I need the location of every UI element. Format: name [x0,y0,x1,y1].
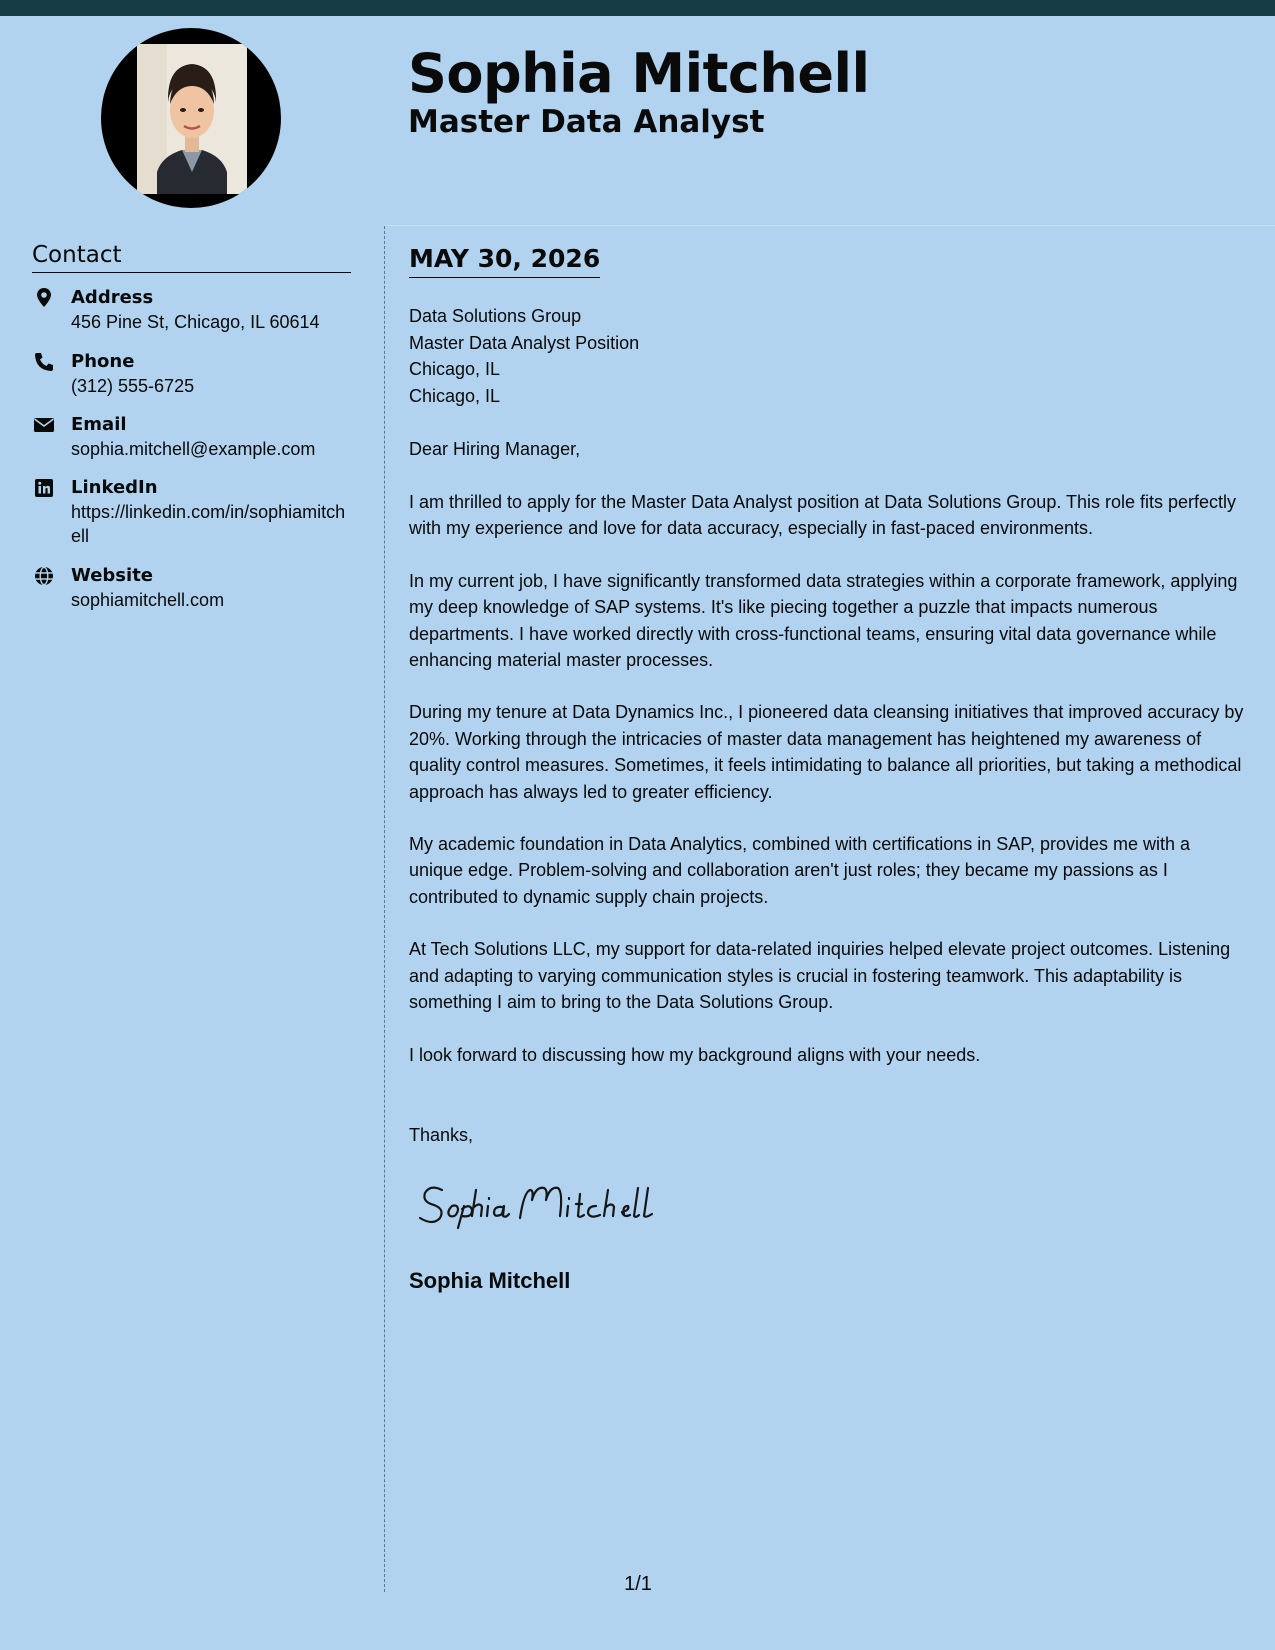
header-divider [384,225,1275,226]
body-paragraph: My academic foundation in Data Analytics, combined with certifications in SAP, provides me with a unique edge. Problem-solving and collaboration aren't just roles; they became my passions as I contributed to dynamic supply chain projects. [409,834,1191,907]
contact-value[interactable]: sophiamitchell.com [71,590,225,610]
contact-label: Website [71,565,154,586]
envelope-icon [32,414,56,436]
contact-label: Phone [71,351,135,372]
globe-icon [32,565,56,587]
phone-icon [32,351,56,373]
contact-label: LinkedIn [71,477,158,498]
signed-name: Sophia Mitchell [409,1268,571,1293]
contact-value: 456 Pine St, Chicago, IL 60614 [71,312,320,332]
closing: Thanks, [409,1125,474,1145]
portrait-image [137,44,247,194]
profile-photo [101,28,281,208]
column-divider [384,226,385,1592]
body-paragraph: At Tech Solutions LLC, my support for data-related inquiries helped elevate project outcomes. Listening and adapting to varying communication styles is crucial in fostering teamwork. This adaptability is something I aim to bring to the Data Solutions Group. [409,939,1231,1013]
handwritten-signature [416,1178,666,1235]
recipient-block [409,303,1249,409]
letter-date: MAY 30, 2026 [409,242,600,278]
contact-label: Address [71,287,154,308]
salutation: Dear Hiring Manager, [409,439,581,459]
top-bar [0,0,1275,16]
letter-body [409,489,1249,1094]
job-title: Master Data Analyst [408,104,765,140]
contact-value: (312) 555-6725 [71,376,195,396]
recipient-line: Chicago, IL [409,385,501,406]
linkedin-icon [32,477,56,499]
contact-label: Email [71,414,127,435]
map-pin-icon [32,287,56,309]
body-paragraph: During my tenure at Data Dynamics Inc., I pioneered data cleansing initiatives that improved accuracy by 20%. Working through the intricacies of master data management has heightened my awareness of quality control measures. Sometimes, it feels intimidating to balance all priorities, but taking a methodical approach has always led to greater efficiency. [409,702,1244,802]
body-paragraph: I look forward to discussing how my background aligns with your needs. [409,1044,981,1065]
applicant-name: Sophia Mitchell [408,42,870,105]
contact-value: sophia.mitchell@example.com [71,439,316,459]
body-paragraph: In my current job, I have significantly transformed data strategies within a corporate framework, applying my deep knowledge of SAP systems. It's like piecing together a puzzle that impacts numerous departments. I have worked directly with cross-functional teams, ensuring vital data governance while enhancing material master processes. [409,570,1238,671]
recipient-line: Chicago, IL [409,359,501,379]
recipient-line: Master Data Analyst Position [409,332,640,353]
body-paragraph: I am thrilled to apply for the Master Data Analyst position at Data Solutions Group. This role fits perfectly with my experience and love for data accuracy, especially in fast-paced environments. [409,492,1237,539]
contact-heading: Contact [32,240,351,273]
contact-value[interactable]: https://linkedin.com/in/sophiamitchell [71,502,346,546]
page-number: 1/1 [624,1573,652,1595]
recipient-line: Data Solutions Group [409,306,582,326]
